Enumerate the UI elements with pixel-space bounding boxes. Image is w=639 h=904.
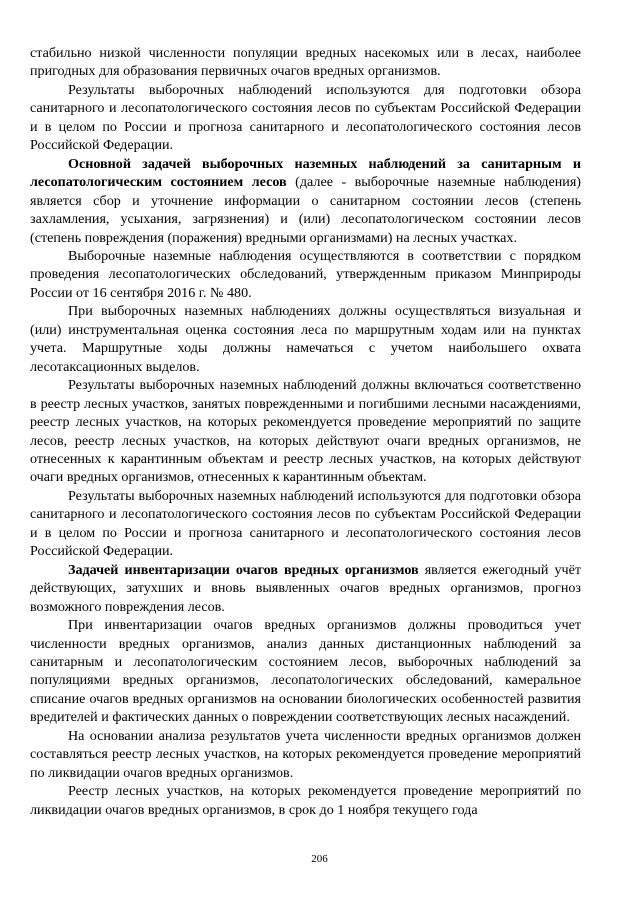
document-body (30, 44, 581, 819)
paragraph-8-bold-lead: Задачей инвентаризации очагов вредных организмов (68, 561, 419, 578)
page-number: 206 (311, 853, 328, 865)
paragraph-1 (30, 44, 581, 81)
paragraph-2-text: Результаты выборочных наблюдений используются для подготовки обзора санитарного и лесопатологического состояния лесов по субъектам Российской Федерации и в целом по России и прогноза санитарного и лесопатологического состояния лесов Российской Федерации. (30, 81, 581, 154)
paragraph-1-text: стабильно низкой численности популяции вредных насекомых или в лесах, наиболее пригодных для образования первичных очагов вредных организмов. (30, 45, 581, 80)
paragraph-6 (30, 376, 581, 487)
paragraph-6-text: Результаты выборочных наземных наблюдений должны включаться соответственно в реестр лесных участков, занятых поврежденными и погибшими лесными насаждениями, реестр лесных участков, на которых рекомендуется проведение мероприятий по защите лесов, реестр лесных участков, на которых действуют очаги вредных организмов, не отнесенных к карантинным объектам и реестр лесных участков, на которых действуют очаги вредных организмов, отнесенных к карантинным объектам. (30, 377, 581, 486)
paragraph-7 (30, 487, 581, 561)
paragraph-2 (30, 81, 581, 155)
paragraph-11 (30, 782, 581, 819)
paragraph-8-text: является ежегодный учёт действующих, затухших и вновь выявленных очагов вредных организмов, прогноз возможного повреждения лесов. (30, 561, 581, 615)
paragraph-3-bold-lead: Основной задачей выборочных наземных наблюдений за санитарным и лесопатологическим состоянием лесов (30, 155, 581, 191)
paragraph-8 (30, 561, 581, 616)
paragraph-4 (30, 247, 581, 302)
paragraph-3 (30, 155, 581, 247)
paragraph-7-text: Результаты выборочных наземных наблюдений используются для подготовки обзора санитарного и лесопатологического состояния лесов по субъектам Российской Федерации и в целом по России и прогноза санитарного и лесопатологического состояния лесов Российской Федерации. (30, 487, 581, 560)
paragraph-10-text: На основании анализа результатов учета численности вредных организмов должен составляться реестр лесных участков, на которых рекомендуется проведение мероприятий по ликвидации очагов вредных организмов. (30, 727, 581, 781)
paragraph-11-text: Реестр лесных участков, на которых рекомендуется проведение мероприятий по ликвидации очагов вредных организмов, в срок до 1 ноября текущего года (30, 783, 581, 818)
paragraph-10 (30, 727, 581, 782)
paragraph-3-text: (далее - выборочные наземные наблюдения) является сбор и уточнение информации о санитарном состоянии лесов (степень захламления, усыхания, загрязнения) и (или) лесопатологическом состоянии лесов (степень повреждения (поражения) вредными организмами) на лесных участках. (30, 174, 581, 246)
paragraph-9 (30, 616, 581, 727)
paragraph-4-text: Выборочные наземные наблюдения осуществляются в соответствии с порядком проведения лесопатологических обследований, утвержденным приказом Минприроды России от 16 сентября 2016 г. № 480. (30, 247, 581, 301)
paragraph-5-text: При выборочных наземных наблюдениях должны осуществляться визуальная и (или) инструментальная оценка состояния леса по маршрутным ходам или на пунктах учета. Маршрутные ходы должны намечаться с учетом наибольшего охвата лесотаксационных выделов. (30, 303, 581, 375)
paragraph-5 (30, 302, 581, 376)
paragraph-9-text: При инвентаризации очагов вредных организмов должны проводиться учет численности вредных организмов, анализ данных дистанционных наблюдений за санитарным и лесопатологическим состоянием лесов, выборочных наблюдений за популяциями вредных организмов, лесопатологических обследований, камеральное списание очагов вредных организмов на основании биологических особенностей развития вредителей и фактических данных о повреждении соответствующих лесных насаждений. (30, 617, 581, 726)
